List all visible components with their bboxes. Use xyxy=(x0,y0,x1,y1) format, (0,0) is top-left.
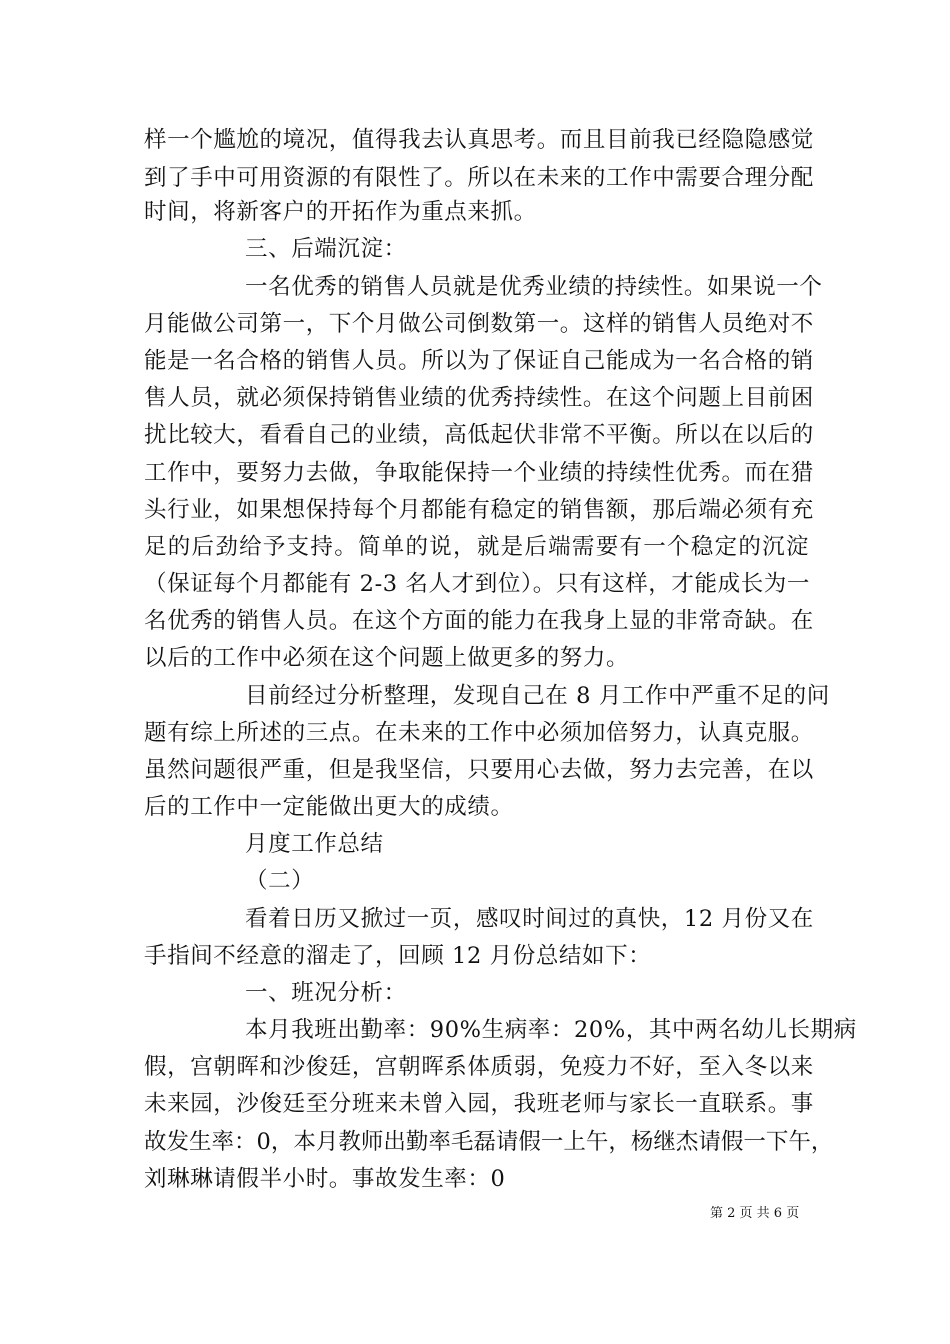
text-line: 以后的工作中必须在这个问题上做更多的努力。 xyxy=(144,645,630,671)
page-number: 第 2 页 共 6 页 xyxy=(710,1206,800,1221)
section-heading: 一、班况分析： xyxy=(245,980,407,1006)
text-line: 本月我班出勤率：90%生病率：20%，其中两名幼儿长期病 xyxy=(245,1017,857,1043)
text-line: 到了手中可用资源的有限性了。所以在未来的工作中需要合理分配 xyxy=(144,165,814,191)
text-line: 手指间不经意的溜走了，回顾 12 月份总结如下： xyxy=(144,943,652,969)
text-line: 一名优秀的销售人员就是优秀业绩的持续性。如果说一个 xyxy=(245,274,823,300)
text-line: 时间，将新客户的开拓作为重点来抓。 xyxy=(144,199,537,225)
text-line: 目前经过分析整理，发现自己在 8 月工作中严重不足的问 xyxy=(245,683,830,709)
text-line: （保证每个月都能有 2-3 名人才到位）。只有这样，才能成长为一 xyxy=(144,571,810,597)
section-heading: 三、后端沉淀： xyxy=(245,236,407,262)
text-line: 能是一名合格的销售人员。所以为了保证自己能成为一名合格的销 xyxy=(144,348,814,374)
text-line: 刘琳琳请假半小时。事故发生率：0 xyxy=(144,1166,506,1192)
text-line: 足的后劲给予支持。简单的说，就是后端需要有一个稳定的沉淀 xyxy=(144,534,809,560)
section-subtitle: （二） xyxy=(245,868,315,894)
text-line: 工作中，要努力去做，争取能保持一个业绩的持续性优秀。而在猎 xyxy=(144,460,814,486)
text-line: 月能做公司第一，下个月做公司倒数第一。这样的销售人员绝对不 xyxy=(144,311,814,337)
text-line: 未来园，沙俊廷至分班来未曾入园，我班老师与家长一直联系。事 xyxy=(144,1091,814,1117)
text-line: 看着日历又掀过一页，感叹时间过的真快，12 月份又在 xyxy=(245,906,814,932)
text-line: 头行业，如果想保持每个月都能有稳定的销售额，那后端必须有充 xyxy=(144,497,814,523)
text-line: 假，宫朝晖和沙俊廷，宫朝晖系体质弱，免疫力不好，至入冬以来 xyxy=(144,1054,814,1080)
text-line: 虽然问题很严重，但是我坚信，只要用心去做，努力去完善，在以 xyxy=(144,757,814,783)
text-line: 题有综上所述的三点。在未来的工作中必须加倍努力，认真克服。 xyxy=(144,720,814,746)
text-line: 售人员，就必须保持销售业绩的优秀持续性。在这个问题上目前困 xyxy=(144,385,814,411)
text-line: 名优秀的销售人员。在这个方面的能力在我身上显的非常奇缺。在 xyxy=(144,608,814,634)
text-line: 后的工作中一定能做出更大的成绩。 xyxy=(144,794,514,820)
text-line: 样一个尴尬的境况，值得我去认真思考。而且目前我已经隐隐感觉 xyxy=(144,127,814,153)
text-line: 扰比较大，看看自己的业绩，高低起伏非常不平衡。所以在以后的 xyxy=(144,422,814,448)
section-title: 月度工作总结 xyxy=(245,831,384,857)
text-line: 故发生率：0，本月教师出勤率毛磊请假一上午，杨继杰请假一下午， xyxy=(144,1129,834,1155)
